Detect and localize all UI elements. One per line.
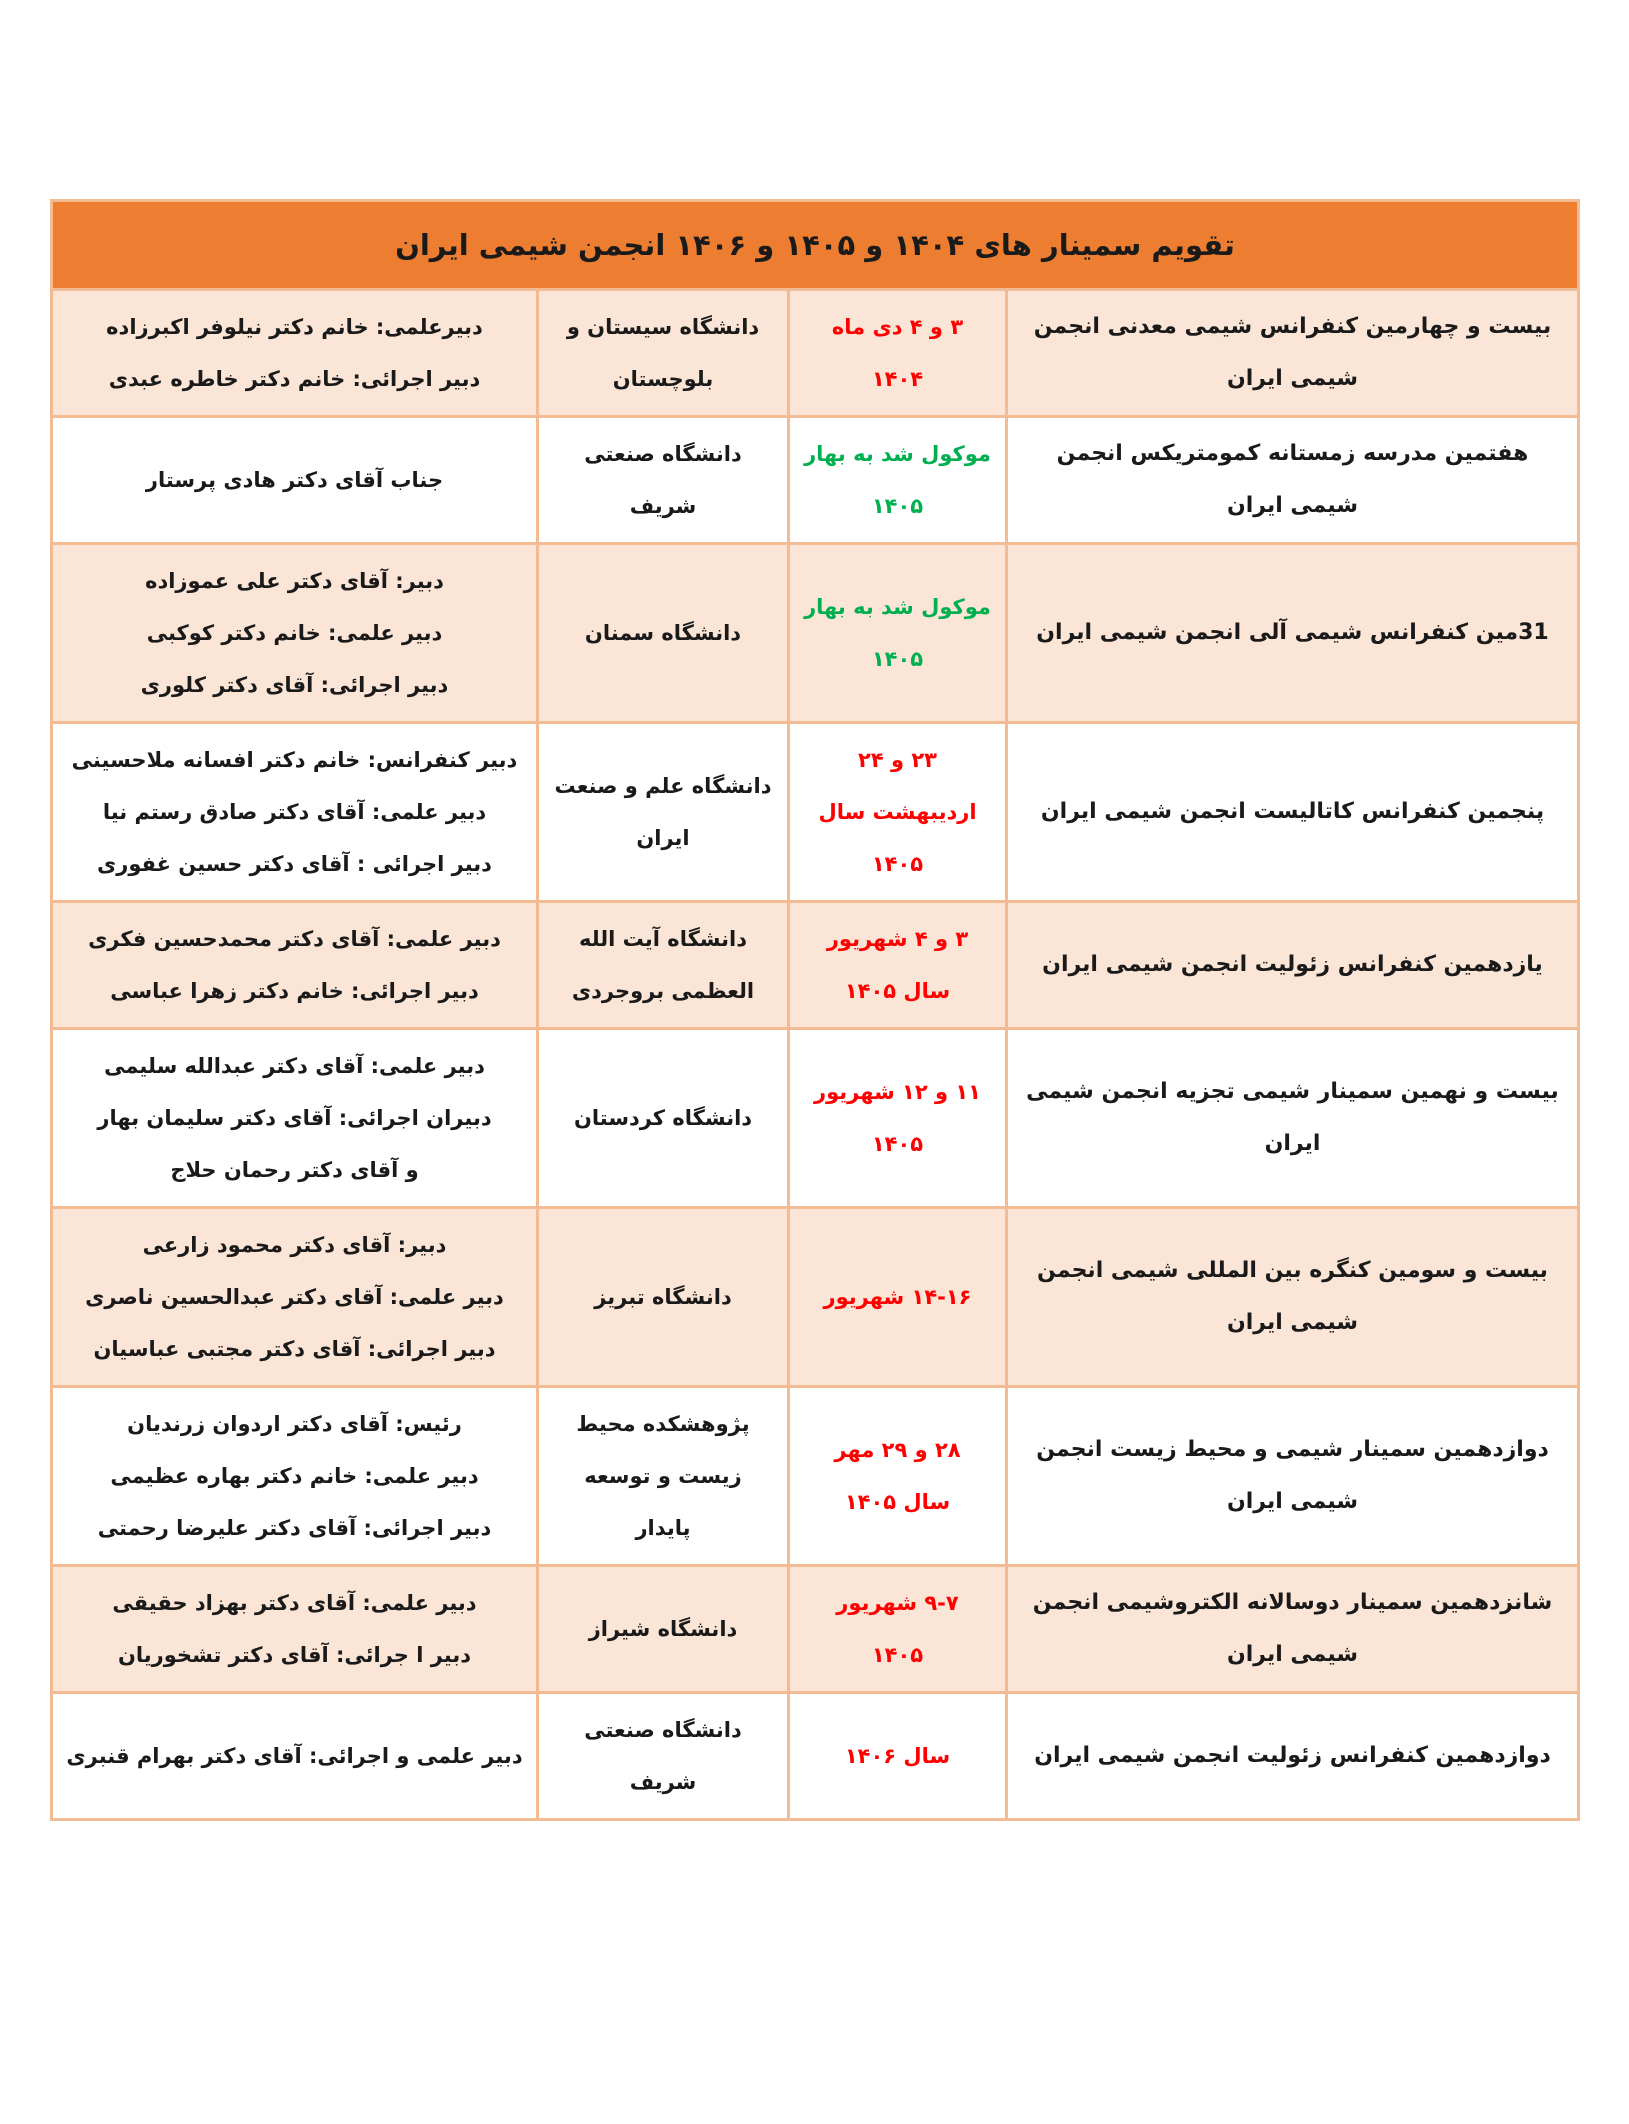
university-cell: [538, 1693, 789, 1820]
date-line: ۱۴۰۵: [871, 494, 924, 518]
date-line: ۱۴-۱۶ شهریور: [823, 1285, 972, 1309]
seminar-name-cell: شانزدهمین سمینار دوسالانه الکتروشیمی انجمن شیمی ایران: [1007, 1566, 1579, 1693]
date-line: موکول شد به بهار: [804, 595, 991, 619]
date-line: ۱۴۰۵: [871, 852, 924, 876]
university-cell: [538, 902, 789, 1029]
university-cell: [538, 1208, 789, 1387]
university-cell: [538, 1387, 789, 1566]
table-row: [52, 723, 1579, 902]
date-cell: [789, 1208, 1007, 1387]
organizers-cell: [52, 1566, 538, 1693]
date-cell: [789, 723, 1007, 902]
table-title: تقویم سمینار های ۱۴۰۴ و ۱۴۰۵ و ۱۴۰۶ انجمن شیمی ایران: [52, 201, 1579, 290]
table-row: [52, 417, 1579, 544]
date-line: سال ۱۴۰۵: [844, 1490, 951, 1514]
university-line: العظمی بروجردی: [571, 979, 755, 1003]
organizer-line: و آقای دکتر رحمان حلاج: [170, 1158, 419, 1182]
university-line: دانشگاه سمنان: [584, 621, 742, 645]
university-line: شریف: [629, 1770, 697, 1794]
date-line: ۲۳ و ۲۴: [858, 748, 937, 772]
university-line: زیست و توسعه: [584, 1464, 742, 1488]
university-line: دانشگاه علم و صنعت: [554, 774, 772, 798]
date-line: ۱۴۰۴: [871, 367, 924, 391]
date-line: ۱۴۰۵: [871, 1643, 924, 1667]
seminar-name-cell: بیست و سومین کنگره بین المللی شیمی انجمن شیمی ایران: [1007, 1208, 1579, 1387]
university-line: دانشگاه صنعتی: [584, 442, 742, 466]
date-line: ۹-۷ شهریور: [836, 1591, 959, 1615]
organizer-line: دبیر اجرائی : آقای دکتر حسین غفوری: [97, 852, 492, 876]
university-cell: [538, 417, 789, 544]
university-line: دانشگاه سیستان و: [566, 315, 760, 339]
university-line: دانشگاه آیت الله: [578, 927, 748, 951]
university-line: ایران: [636, 826, 690, 850]
organizer-line: دبیر: آقای دکتر علی عموزاده: [145, 569, 444, 593]
university-line: دانشگاه شیراز: [588, 1617, 738, 1641]
organizer-line: جناب آقای دکتر هادی پرستار: [145, 468, 444, 492]
date-cell: [789, 1566, 1007, 1693]
organizer-line: دبیر کنفرانس: خانم دکتر افسانه ملاحسینی: [71, 748, 518, 772]
date-cell: [789, 902, 1007, 1029]
seminar-name-cell: پنجمین کنفرانس کاتالیست انجمن شیمی ایران: [1007, 723, 1579, 902]
date-cell: [789, 544, 1007, 723]
organizer-line: دبیران اجرائی: آقای دکتر سلیمان بهار: [97, 1106, 492, 1130]
date-line: ۱۴۰۵: [871, 647, 924, 671]
organizer-line: دبیر اجرائی: آقای دکتر علیرضا رحمتی: [97, 1516, 492, 1540]
university-line: بلوچستان: [612, 367, 714, 391]
table-row: [52, 902, 1579, 1029]
date-cell: [789, 417, 1007, 544]
organizer-line: دبیر: آقای دکتر محمود زارعی: [142, 1233, 447, 1257]
seminar-name-cell: دوازدهمین سمینار شیمی و محیط زیست انجمن شیمی ایران: [1007, 1387, 1579, 1566]
date-line: ۱۴۰۵: [871, 1132, 924, 1156]
organizers-cell: [52, 1208, 538, 1387]
organizers-cell: [52, 1387, 538, 1566]
organizer-line: دبیر علمی: خانم دکتر کوکبی: [146, 621, 443, 645]
table-row: [52, 1693, 1579, 1820]
university-line: پایدار: [635, 1516, 691, 1540]
seminar-calendar-table: [50, 199, 1580, 1821]
date-line: ۱۱ و ۱۲ شهریور: [814, 1080, 981, 1104]
date-line: ۳ و ۴ شهریور: [826, 927, 969, 951]
seminar-name-cell: 31مین کنفرانس شیمی آلی انجمن شیمی ایران: [1007, 544, 1579, 723]
university-line: دانشگاه کردستان: [573, 1106, 753, 1130]
date-cell: [789, 290, 1007, 417]
organizer-line: دبیر اجرائی: خانم دکتر زهرا عباسی: [110, 979, 479, 1003]
organizer-line: دبیر علمی: آقای دکتر صادق رستم نیا: [102, 800, 487, 824]
organizer-line: دبیرعلمی: خانم دکتر نیلوفر اکبرزاده: [106, 315, 483, 339]
organizer-line: دبیر علمی: آقای دکتر عبدالله سلیمی: [104, 1054, 485, 1078]
organizer-line: رئیس: آقای دکتر اردوان زرندیان: [127, 1412, 462, 1436]
table-row: [52, 544, 1579, 723]
university-line: دانشگاه تبریز: [594, 1285, 732, 1309]
university-cell: [538, 1029, 789, 1208]
organizers-cell: [52, 417, 538, 544]
table-row: [52, 1208, 1579, 1387]
organizers-cell: [52, 290, 538, 417]
date-line: سال ۱۴۰۵: [844, 979, 951, 1003]
table-body: [52, 290, 1579, 1820]
organizer-line: دبیر اجرائی: آقای دکتر مجتبی عباسیان: [93, 1337, 496, 1361]
date-line: ۳ و ۴ دی ماه: [831, 315, 964, 339]
table-row: [52, 1566, 1579, 1693]
organizer-line: دبیر اجرائی: آقای دکتر کلوری: [140, 673, 449, 697]
seminar-name-cell: بیست و چهارمین کنفرانس شیمی معدنی انجمن شیمی ایران: [1007, 290, 1579, 417]
date-cell: [789, 1693, 1007, 1820]
organizers-cell: [52, 902, 538, 1029]
organizer-line: دبیر علمی و اجرائی: آقای دکتر بهرام قنبری: [66, 1744, 523, 1768]
university-line: دانشگاه صنعتی: [584, 1718, 742, 1742]
organizer-line: دبیر ا جرائی: آقای دکتر تشخوریان: [117, 1643, 472, 1667]
university-line: پژوهشکده محیط: [576, 1412, 750, 1436]
seminar-name-cell: بیست و نهمین سمینار شیمی تجزیه انجمن شیمی ایران: [1007, 1029, 1579, 1208]
table-row: [52, 1029, 1579, 1208]
university-cell: [538, 290, 789, 417]
university-cell: [538, 723, 789, 902]
seminar-name-cell: هفتمین مدرسه زمستانه کمومتریکس انجمن شیمی ایران: [1007, 417, 1579, 544]
date-line: سال ۱۴۰۶: [844, 1744, 951, 1768]
university-cell: [538, 544, 789, 723]
university-cell: [538, 1566, 789, 1693]
organizers-cell: [52, 1693, 538, 1820]
organizer-line: دبیر علمی: خانم دکتر بهاره عظیمی: [110, 1464, 479, 1488]
table-row: [52, 1387, 1579, 1566]
table-row: [52, 290, 1579, 417]
organizer-line: دبیر علمی: آقای دکتر بهزاد حقیقی: [112, 1591, 477, 1615]
organizer-line: دبیر علمی: آقای دکتر عبدالحسین ناصری: [85, 1285, 504, 1309]
table-title-row: [52, 201, 1579, 290]
date-cell: [789, 1387, 1007, 1566]
seminar-name-cell: دوازدهمین کنفرانس زئولیت انجمن شیمی ایران: [1007, 1693, 1579, 1820]
date-line: موکول شد به بهار: [804, 442, 991, 466]
date-line: ۲۸ و ۲۹ مهر: [834, 1438, 961, 1462]
organizer-line: دبیر اجرائی: خانم دکتر خاطره عبدی: [108, 367, 481, 391]
organizers-cell: [52, 1029, 538, 1208]
date-cell: [789, 1029, 1007, 1208]
date-line: اردیبهشت سال: [818, 800, 977, 824]
organizers-cell: [52, 544, 538, 723]
seminar-name-cell: یازدهمین کنفرانس زئولیت انجمن شیمی ایران: [1007, 902, 1579, 1029]
university-line: شریف: [629, 494, 697, 518]
organizers-cell: [52, 723, 538, 902]
organizer-line: دبیر علمی: آقای دکتر محمدحسین فکری: [88, 927, 501, 951]
